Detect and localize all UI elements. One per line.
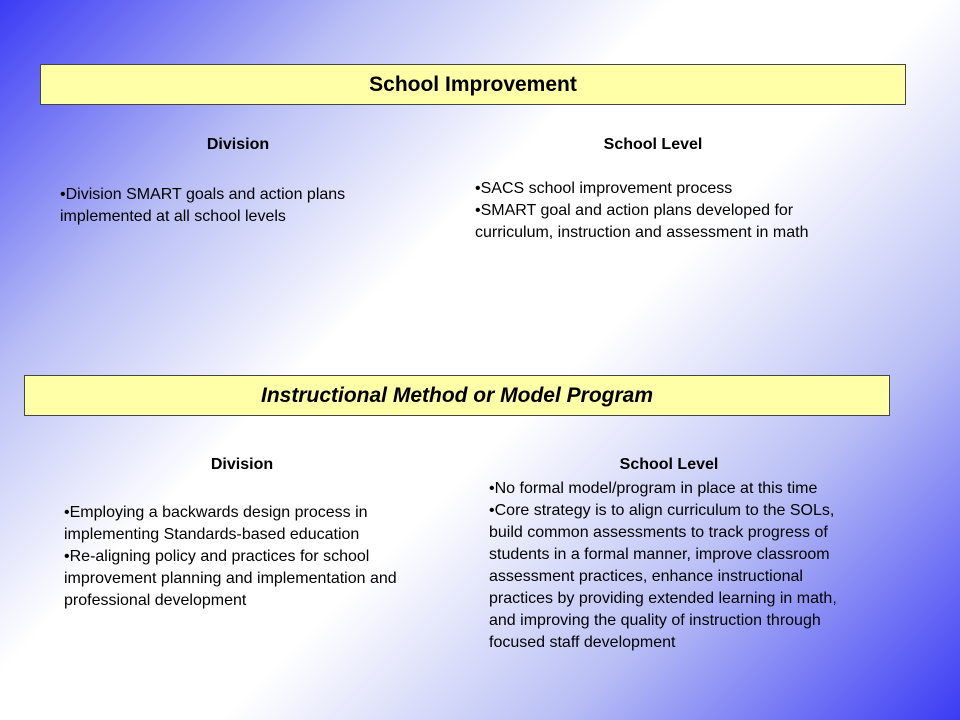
list-item: • No formal model/program in place at this time (489, 478, 851, 500)
list-item: • SACS school improvement process (475, 178, 837, 200)
instructional-method-banner (24, 375, 890, 416)
list-item: • Division SMART goals and action plans implemented at all school levels (60, 184, 410, 228)
list-item: • Employing a backwards design process in implementing Standards-based education (64, 502, 436, 546)
division-bullets-2 (64, 502, 436, 612)
division-heading-2: Division (210, 456, 274, 473)
instructional-method-title: Instructional Method or Model Program (260, 383, 654, 407)
list-item: • Core strategy is to align curriculum to the SOLs, build common assessments to track progress of students in a formal manner, improve classroom assessment practices, enhance instructional practices by providing extended learning in math, and improving the quality of instruction through focused staff development (489, 500, 851, 654)
school-level-bullets-1 (475, 178, 837, 244)
school-level-heading-2: School Level (619, 456, 719, 473)
school-improvement-title: School Improvement (369, 72, 577, 96)
list-item: • SMART goal and action plans developed for curriculum, instruction and assessment in math (475, 200, 837, 244)
school-improvement-banner (40, 64, 906, 105)
division-bullets-1 (60, 184, 410, 228)
list-item: • Re-aligning policy and practices for school improvement planning and implementation and professional development (64, 546, 436, 612)
school-level-bullets-2 (489, 478, 851, 654)
school-level-heading-1: School Level (603, 136, 703, 153)
division-heading-1: Division (206, 136, 270, 153)
